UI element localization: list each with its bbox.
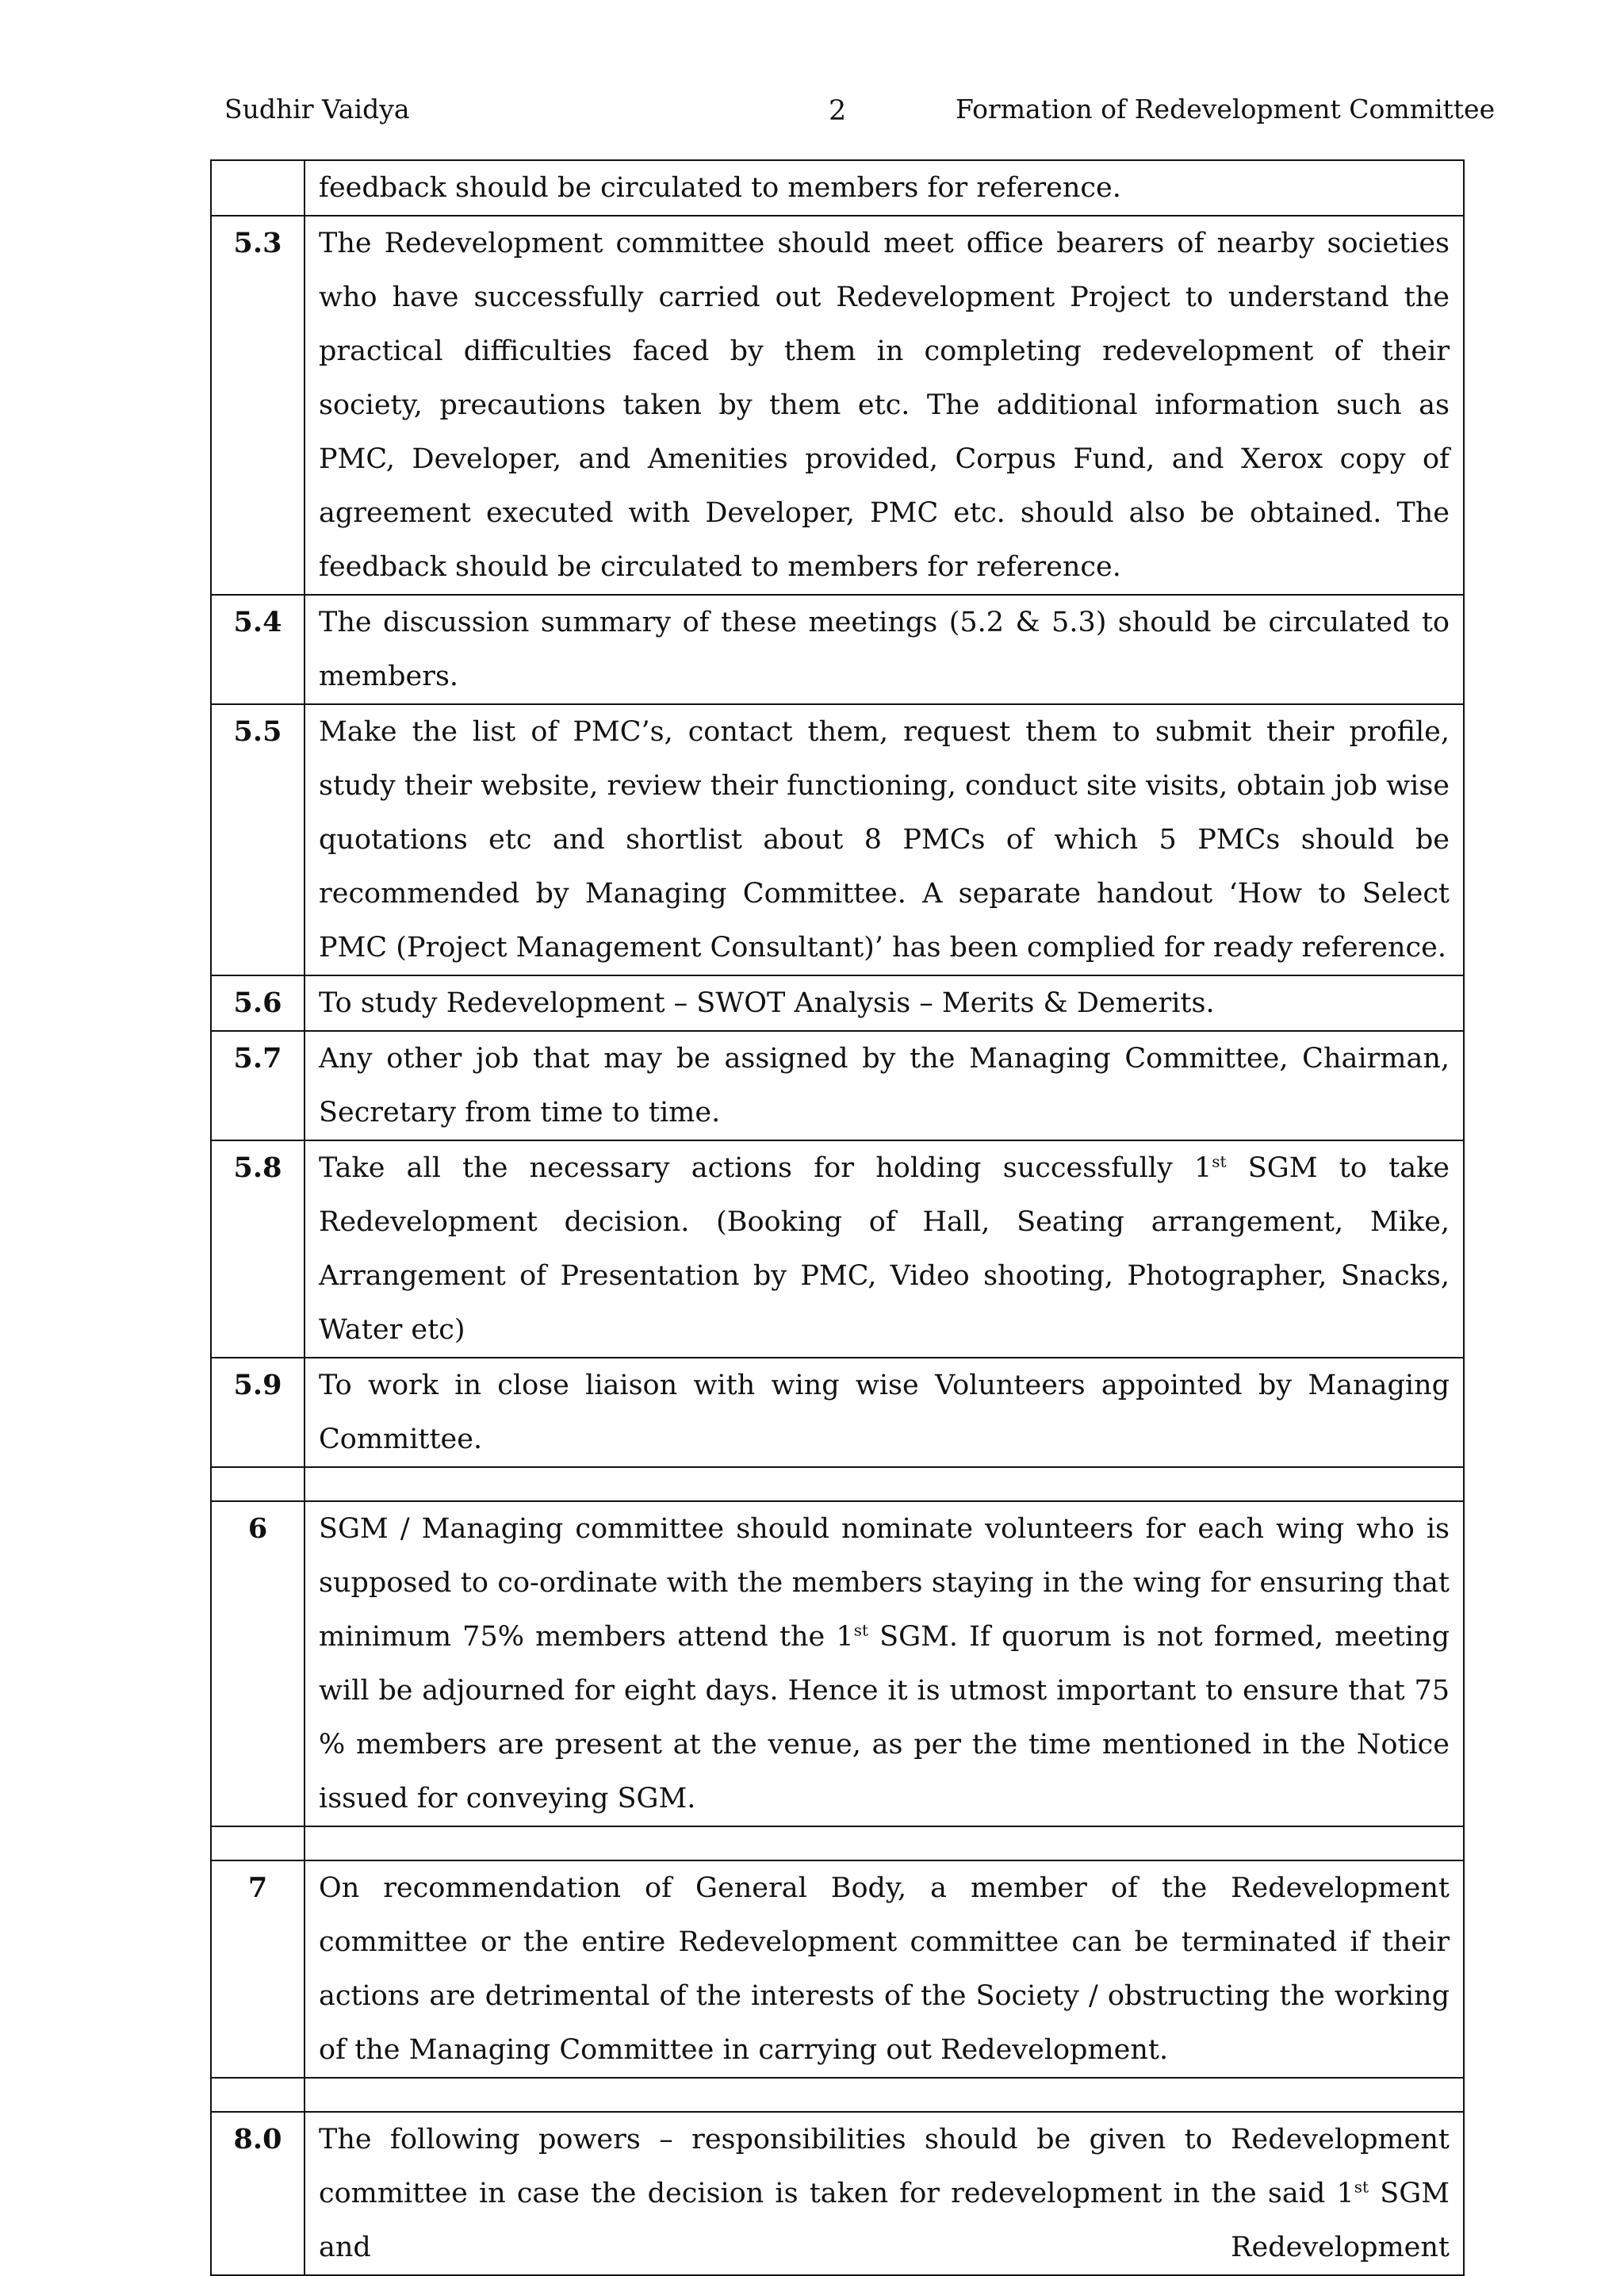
clause-number: 5.4 [211,595,304,704]
clause-text: The Redevelopment committee should meet office bearers of nearby societies who have successfully carried out Redevelopment Project to understand the practical difficulties faced by them in completing redevelopment of their society, precautions taken by them etc. The additional information such as PMC, Developer, and Amenities provided, Corpus Fund, and Xerox copy of agreement executed with Developer, PMC etc. should also be obtained. The feedback should be circulated to members for reference. [304,216,1464,595]
page-number: 2 [829,95,847,127]
running-header-author: Sudhir Vaidya [224,94,410,125]
clause-text-part: SGM and Redevelopment [319,2178,1450,2263]
clause-text: To work in close liaison with wing wise Volunteers appointed by Managing Committee. [304,1358,1464,1467]
ordinal-suffix: st [1212,1151,1227,1171]
table-row [211,975,1464,1031]
clause-number: 5.5 [211,704,304,975]
clause-text-part: SGM to take Redevelopment decision. (Booking of Hall, Seating arrangement, Mike, Arrangement of Presentation by PMC, Video shooting, Photographer, Snacks, Water etc) [319,1152,1450,1346]
clause-number: 8.0 [211,2112,304,2275]
table-row [211,1501,1464,1826]
clause-text-part: SGM / Managing committee should nominate volunteers for each wing who is supposed to co-ordinate with the members staying in the wing for ensuring that minimum 75% members attend the 1 [319,1513,1450,1653]
table-row [211,1358,1464,1467]
clause-text [304,2112,1464,2275]
table-row [211,216,1464,595]
clause-number [211,160,304,216]
clause-text: Make the list of PMC’s, contact them, request them to submit their profile, study their website, review their functioning, conduct site visits, obtain job wise quotations etc and shortlist about 8 PMCs of which 5 PMCs should be recommended by Managing Committee. A separate handout ‘How to Select PMC (Project Management Consultant)’ has been complied for ready reference. [304,704,1464,975]
clause-number: 5.3 [211,216,304,595]
table-row [211,595,1464,704]
clause-text: To study Redevelopment – SWOT Analysis – Merits & Demerits. [304,975,1464,1031]
clause-text [304,1501,1464,1826]
clause-number: 5.8 [211,1140,304,1358]
table-row [211,160,1464,216]
empty-cell [211,1467,304,1501]
clause-number: 6 [211,1501,304,1826]
clause-text [304,1140,1464,1358]
spacer-row [211,1467,1464,1501]
spacer-row [211,1826,1464,1860]
clause-text: feedback should be circulated to members for reference. [304,160,1464,216]
ordinal-suffix: st [1354,2177,1369,2197]
clause-text: Any other job that may be assigned by the Managing Committee, Chairman, Secretary from time to time. [304,1031,1464,1140]
empty-cell [304,2078,1464,2112]
empty-cell [304,1826,1464,1860]
ordinal-suffix: st [853,1620,868,1640]
clause-number: 5.7 [211,1031,304,1140]
table-row [211,2112,1464,2275]
spacer-row [211,2078,1464,2112]
table-row [211,1140,1464,1358]
clause-text-part: SGM. If quorum is not formed, meeting will be adjourned for eight days. Hence it is utmost important to ensure that 75 % members are present at the venue, as per the time mentioned in the Notice issued for conveying SGM. [319,1621,1450,1814]
clauses-table [210,159,1465,2276]
table-row [211,1860,1464,2078]
table-row [211,1031,1464,1140]
clause-number: 5.9 [211,1358,304,1467]
running-header-title: Formation of Redevelopment Committee [956,94,1496,125]
clause-number: 7 [211,1860,304,2078]
clause-number: 5.6 [211,975,304,1031]
empty-cell [304,1467,1464,1501]
empty-cell [211,2078,304,2112]
clause-text: The discussion summary of these meetings (5.2 & 5.3) should be circulated to members. [304,595,1464,704]
empty-cell [211,1826,304,1860]
clause-text-part: The following powers – responsibilities should be given to Redevelopment committee in case the decision is taken for redevelopment in the said 1 [319,2124,1450,2209]
clause-text-part: Take all the necessary actions for holding successfully 1 [319,1152,1212,1184]
clause-text: On recommendation of General Body, a member of the Redevelopment committee or the entire Redevelopment committee can be terminated if their actions are detrimental of the interests of the Society / obstructing the working of the Managing Committee in carrying out Redevelopment. [304,1860,1464,2078]
table-row [211,704,1464,975]
